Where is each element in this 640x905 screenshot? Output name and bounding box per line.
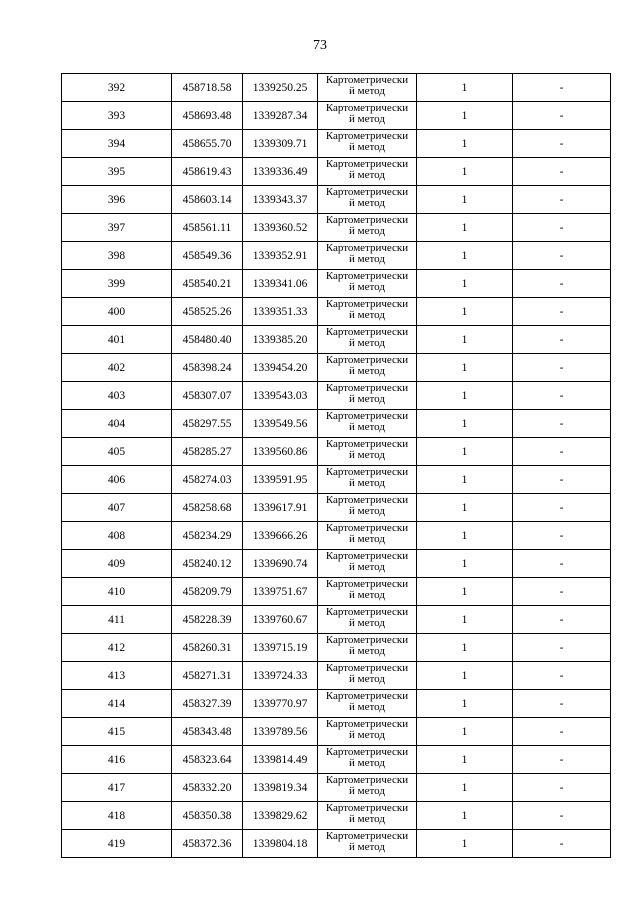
method-text-line1: Картометрически — [325, 186, 409, 198]
point-number-cell: 406 — [62, 466, 172, 494]
accuracy-cell: 1 — [417, 270, 513, 298]
point-number-cell: 405 — [62, 438, 172, 466]
coordinate-x-cell: 458285.27 — [172, 438, 243, 466]
table-row — [62, 158, 611, 186]
coordinate-y-cell: 1339819.34 — [243, 774, 318, 802]
table-row — [62, 718, 611, 746]
table-row — [62, 298, 611, 326]
point-number-cell: 395 — [62, 158, 172, 186]
method-text-line2: й метод — [349, 757, 385, 769]
description-cell: - — [513, 326, 611, 354]
coordinate-x-cell: 458561.11 — [172, 214, 243, 242]
method-text-line1: Картометрически — [325, 438, 409, 450]
description-cell: - — [513, 158, 611, 186]
table-row — [62, 270, 611, 298]
method-text-line2: й метод — [349, 701, 385, 713]
table-row — [62, 830, 611, 858]
method-cell — [318, 74, 417, 102]
method-cell — [318, 438, 417, 466]
method-text-line2: й метод — [349, 505, 385, 517]
accuracy-cell: 1 — [417, 718, 513, 746]
coordinate-x-cell: 458260.31 — [172, 634, 243, 662]
point-number-cell: 397 — [62, 214, 172, 242]
coordinate-x-cell: 458398.24 — [172, 354, 243, 382]
coordinate-y-cell: 1339814.49 — [243, 746, 318, 774]
table-row — [62, 102, 611, 130]
method-text-line2: й метод — [349, 253, 385, 265]
method-cell — [318, 690, 417, 718]
description-cell: - — [513, 494, 611, 522]
method-text-line2: й метод — [349, 477, 385, 489]
coordinate-y-cell: 1339341.06 — [243, 270, 318, 298]
coordinate-y-cell: 1339591.95 — [243, 466, 318, 494]
point-number-cell: 396 — [62, 186, 172, 214]
accuracy-cell: 1 — [417, 382, 513, 410]
method-cell — [318, 774, 417, 802]
point-number-cell: 401 — [62, 326, 172, 354]
accuracy-cell: 1 — [417, 830, 513, 858]
accuracy-cell: 1 — [417, 578, 513, 606]
point-number-cell: 413 — [62, 662, 172, 690]
description-cell: - — [513, 242, 611, 270]
method-text-line1: Картометрически — [325, 410, 409, 422]
point-number-cell: 410 — [62, 578, 172, 606]
coordinate-x-cell: 458549.36 — [172, 242, 243, 270]
point-number-cell: 417 — [62, 774, 172, 802]
accuracy-cell: 1 — [417, 298, 513, 326]
coordinate-x-cell: 458228.39 — [172, 606, 243, 634]
method-text-line2: й метод — [349, 393, 385, 405]
method-cell — [318, 382, 417, 410]
accuracy-cell: 1 — [417, 774, 513, 802]
table-row — [62, 774, 611, 802]
table-row — [62, 326, 611, 354]
method-text-line1: Картометрически — [325, 746, 409, 758]
accuracy-cell: 1 — [417, 606, 513, 634]
coordinate-y-cell: 1339336.49 — [243, 158, 318, 186]
method-text-line2: й метод — [349, 309, 385, 321]
accuracy-cell: 1 — [417, 186, 513, 214]
point-number-cell: 394 — [62, 130, 172, 158]
method-cell — [318, 578, 417, 606]
method-text-line1: Картометрически — [325, 326, 409, 338]
method-text-line1: Картометрически — [325, 466, 409, 478]
method-cell — [318, 466, 417, 494]
method-cell — [318, 130, 417, 158]
coordinate-y-cell: 1339666.26 — [243, 522, 318, 550]
table-row — [62, 802, 611, 830]
coordinate-y-cell: 1339549.56 — [243, 410, 318, 438]
method-text-line2: й метод — [349, 197, 385, 209]
coordinate-x-cell: 458297.55 — [172, 410, 243, 438]
method-text-line2: й метод — [349, 113, 385, 125]
description-cell: - — [513, 718, 611, 746]
coordinates-table-body — [62, 74, 611, 858]
coordinate-y-cell: 1339560.86 — [243, 438, 318, 466]
accuracy-cell: 1 — [417, 466, 513, 494]
method-text-line1: Картометрически — [325, 298, 409, 310]
table-row — [62, 522, 611, 550]
description-cell: - — [513, 186, 611, 214]
accuracy-cell: 1 — [417, 242, 513, 270]
method-cell — [318, 634, 417, 662]
coordinate-x-cell: 458271.31 — [172, 662, 243, 690]
table-row — [62, 130, 611, 158]
method-text-line2: й метод — [349, 449, 385, 461]
point-number-cell: 415 — [62, 718, 172, 746]
description-cell: - — [513, 802, 611, 830]
method-text-line2: й метод — [349, 281, 385, 293]
method-cell — [318, 186, 417, 214]
coordinate-y-cell: 1339454.20 — [243, 354, 318, 382]
coordinate-y-cell: 1339617.91 — [243, 494, 318, 522]
description-cell: - — [513, 606, 611, 634]
method-text-line1: Картометрически — [325, 354, 409, 366]
coordinate-y-cell: 1339770.97 — [243, 690, 318, 718]
method-text-line2: й метод — [349, 589, 385, 601]
coordinate-x-cell: 458655.70 — [172, 130, 243, 158]
coordinate-y-cell: 1339829.62 — [243, 802, 318, 830]
accuracy-cell: 1 — [417, 130, 513, 158]
method-text-line2: й метод — [349, 169, 385, 181]
description-cell: - — [513, 214, 611, 242]
coordinate-y-cell: 1339751.67 — [243, 578, 318, 606]
coordinate-x-cell: 458307.07 — [172, 382, 243, 410]
table-row — [62, 606, 611, 634]
point-number-cell: 402 — [62, 354, 172, 382]
description-cell: - — [513, 746, 611, 774]
method-cell — [318, 802, 417, 830]
method-text-line1: Картометрически — [325, 242, 409, 254]
method-text-line2: й метод — [349, 813, 385, 825]
coordinate-x-cell: 458480.40 — [172, 326, 243, 354]
method-text-line1: Картометрически — [325, 662, 409, 674]
accuracy-cell: 1 — [417, 522, 513, 550]
method-text-line1: Картометрически — [325, 578, 409, 590]
description-cell: - — [513, 438, 611, 466]
coordinate-x-cell: 458240.12 — [172, 550, 243, 578]
method-text-line1: Картометрически — [325, 606, 409, 618]
coordinate-y-cell: 1339351.33 — [243, 298, 318, 326]
coordinate-y-cell: 1339360.52 — [243, 214, 318, 242]
table-row — [62, 634, 611, 662]
description-cell: - — [513, 550, 611, 578]
coordinate-y-cell: 1339309.71 — [243, 130, 318, 158]
description-cell: - — [513, 578, 611, 606]
accuracy-cell: 1 — [417, 410, 513, 438]
table-row — [62, 382, 611, 410]
accuracy-cell: 1 — [417, 158, 513, 186]
method-cell — [318, 494, 417, 522]
method-text-line1: Картометрически — [325, 382, 409, 394]
table-row — [62, 214, 611, 242]
method-cell — [318, 718, 417, 746]
coordinate-x-cell: 458327.39 — [172, 690, 243, 718]
coordinate-x-cell: 458258.68 — [172, 494, 243, 522]
description-cell: - — [513, 74, 611, 102]
coordinate-y-cell: 1339789.56 — [243, 718, 318, 746]
method-cell — [318, 102, 417, 130]
accuracy-cell: 1 — [417, 634, 513, 662]
description-cell: - — [513, 690, 611, 718]
method-text-line2: й метод — [349, 337, 385, 349]
method-cell — [318, 746, 417, 774]
accuracy-cell: 1 — [417, 354, 513, 382]
method-text-line2: й метод — [349, 533, 385, 545]
accuracy-cell: 1 — [417, 494, 513, 522]
coordinate-x-cell: 458343.48 — [172, 718, 243, 746]
description-cell: - — [513, 466, 611, 494]
description-cell: - — [513, 270, 611, 298]
coordinate-x-cell: 458234.29 — [172, 522, 243, 550]
method-text-line2: й метод — [349, 421, 385, 433]
point-number-cell: 411 — [62, 606, 172, 634]
point-number-cell: 403 — [62, 382, 172, 410]
coordinate-y-cell: 1339804.18 — [243, 830, 318, 858]
method-text-line1: Картометрически — [325, 494, 409, 506]
accuracy-cell: 1 — [417, 802, 513, 830]
point-number-cell: 392 — [62, 74, 172, 102]
method-cell — [318, 522, 417, 550]
description-cell: - — [513, 634, 611, 662]
point-number-cell: 416 — [62, 746, 172, 774]
method-text-line1: Картометрически — [325, 522, 409, 534]
table-row — [62, 578, 611, 606]
method-cell — [318, 298, 417, 326]
method-text-line2: й метод — [349, 225, 385, 237]
method-cell — [318, 354, 417, 382]
method-text-line2: й метод — [349, 617, 385, 629]
accuracy-cell: 1 — [417, 550, 513, 578]
coordinate-x-cell: 458332.20 — [172, 774, 243, 802]
table-row — [62, 494, 611, 522]
method-cell — [318, 550, 417, 578]
description-cell: - — [513, 102, 611, 130]
coordinate-x-cell: 458372.36 — [172, 830, 243, 858]
coordinate-y-cell: 1339543.03 — [243, 382, 318, 410]
coordinate-x-cell: 458323.64 — [172, 746, 243, 774]
method-text-line1: Картометрически — [325, 550, 409, 562]
coordinate-y-cell: 1339352.91 — [243, 242, 318, 270]
point-number-cell: 398 — [62, 242, 172, 270]
method-text-line2: й метод — [349, 141, 385, 153]
method-text-line2: й метод — [349, 673, 385, 685]
method-text-line2: й метод — [349, 85, 385, 97]
method-text-line1: Картометрически — [325, 802, 409, 814]
description-cell: - — [513, 830, 611, 858]
method-cell — [318, 214, 417, 242]
method-text-line2: й метод — [349, 561, 385, 573]
point-number-cell: 404 — [62, 410, 172, 438]
method-cell — [318, 242, 417, 270]
method-text-line1: Картометрически — [325, 774, 409, 786]
accuracy-cell: 1 — [417, 214, 513, 242]
coordinate-y-cell: 1339690.74 — [243, 550, 318, 578]
page-number: 73 — [313, 38, 327, 53]
point-number-cell: 393 — [62, 102, 172, 130]
coordinate-x-cell: 458209.79 — [172, 578, 243, 606]
accuracy-cell: 1 — [417, 74, 513, 102]
point-number-cell: 399 — [62, 270, 172, 298]
accuracy-cell: 1 — [417, 746, 513, 774]
method-cell — [318, 270, 417, 298]
coordinate-x-cell: 458619.43 — [172, 158, 243, 186]
method-text-line2: й метод — [349, 365, 385, 377]
point-number-cell: 418 — [62, 802, 172, 830]
method-text-line1: Картометрически — [325, 718, 409, 730]
table-row — [62, 550, 611, 578]
coordinate-x-cell: 458603.14 — [172, 186, 243, 214]
method-text-line2: й метод — [349, 785, 385, 797]
coordinate-y-cell: 1339715.19 — [243, 634, 318, 662]
point-number-cell: 407 — [62, 494, 172, 522]
table-row — [62, 746, 611, 774]
accuracy-cell: 1 — [417, 326, 513, 354]
point-number-cell: 412 — [62, 634, 172, 662]
method-text-line1: Картометрически — [325, 214, 409, 226]
point-number-cell: 408 — [62, 522, 172, 550]
coordinate-y-cell: 1339385.20 — [243, 326, 318, 354]
description-cell: - — [513, 410, 611, 438]
method-text-line2: й метод — [349, 645, 385, 657]
table-row — [62, 354, 611, 382]
coordinate-x-cell: 458525.26 — [172, 298, 243, 326]
coordinate-y-cell: 1339760.67 — [243, 606, 318, 634]
accuracy-cell: 1 — [417, 690, 513, 718]
coordinate-y-cell: 1339287.34 — [243, 102, 318, 130]
description-cell: - — [513, 774, 611, 802]
point-number-cell: 414 — [62, 690, 172, 718]
method-text-line1: Картометрически — [325, 270, 409, 282]
accuracy-cell: 1 — [417, 102, 513, 130]
coordinate-y-cell: 1339343.37 — [243, 186, 318, 214]
accuracy-cell: 1 — [417, 438, 513, 466]
method-text-line2: й метод — [349, 729, 385, 741]
method-cell — [318, 326, 417, 354]
method-text-line1: Картометрически — [325, 130, 409, 142]
description-cell: - — [513, 382, 611, 410]
method-cell — [318, 410, 417, 438]
coordinate-x-cell: 458540.21 — [172, 270, 243, 298]
table-row — [62, 410, 611, 438]
method-cell — [318, 830, 417, 858]
coordinate-x-cell: 458693.48 — [172, 102, 243, 130]
description-cell: - — [513, 298, 611, 326]
method-text-line1: Картометрически — [325, 830, 409, 842]
method-text-line1: Картометрически — [325, 102, 409, 114]
point-number-cell: 400 — [62, 298, 172, 326]
description-cell: - — [513, 522, 611, 550]
coordinate-y-cell: 1339250.25 — [243, 74, 318, 102]
accuracy-cell: 1 — [417, 662, 513, 690]
table-row — [62, 438, 611, 466]
coordinate-x-cell: 458350.38 — [172, 802, 243, 830]
method-text-line1: Картометрически — [325, 634, 409, 646]
table-row — [62, 242, 611, 270]
method-text-line1: Картометрически — [325, 690, 409, 702]
point-number-cell: 419 — [62, 830, 172, 858]
method-text-line1: Картометрически — [325, 74, 409, 86]
method-text-line2: й метод — [349, 841, 385, 853]
table-row — [62, 662, 611, 690]
description-cell: - — [513, 662, 611, 690]
coordinate-x-cell: 458718.58 — [172, 74, 243, 102]
method-cell — [318, 158, 417, 186]
table-row — [62, 466, 611, 494]
method-text-line1: Картометрически — [325, 158, 409, 170]
table-row — [62, 74, 611, 102]
description-cell: - — [513, 130, 611, 158]
point-number-cell: 409 — [62, 550, 172, 578]
coordinates-table — [61, 73, 611, 858]
method-cell — [318, 606, 417, 634]
table-row — [62, 186, 611, 214]
description-cell: - — [513, 354, 611, 382]
method-cell — [318, 662, 417, 690]
table-row — [62, 690, 611, 718]
coordinate-x-cell: 458274.03 — [172, 466, 243, 494]
coordinate-y-cell: 1339724.33 — [243, 662, 318, 690]
